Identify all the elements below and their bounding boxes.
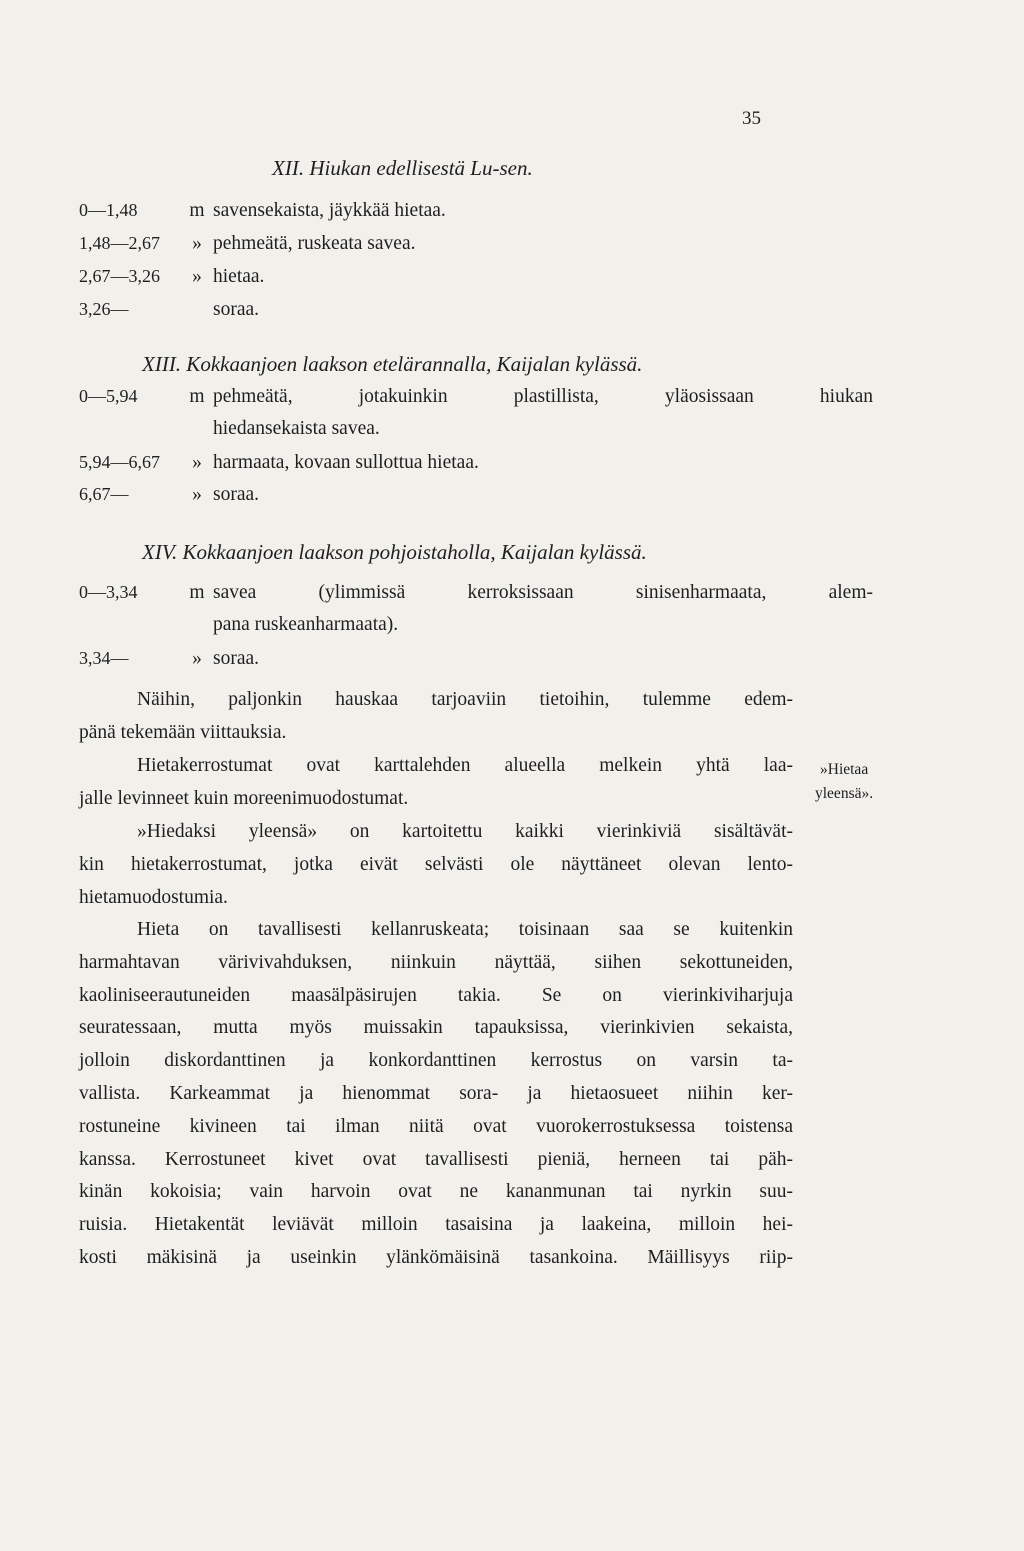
depth-range: 3,26— (79, 299, 129, 319)
body-paragraph (79, 816, 793, 914)
text-line: harmahtavan värivivahduksen, niinkuin näyttää, siihen sekottuneiden, (79, 951, 793, 973)
layer-description: pehmeätä, ruskeata savea. (213, 233, 416, 254)
text-line: kosti mäkisinä ja useinkin ylänkömäisinä tasankoina. Mäillisyys riip- (79, 1246, 793, 1268)
section-heading-xii: XII. Hiukan edellisestä Lu-sen. (272, 156, 533, 180)
unit: m (189, 386, 205, 407)
layer-description-continued: pana ruskeanharmaata). (213, 614, 399, 635)
text-line: Hietakerrostumat ovat karttalehden alueella melkein yhtä laa- (137, 755, 793, 776)
unit: » (192, 452, 202, 473)
unit: » (192, 648, 202, 669)
layer-description: soraa. (213, 484, 260, 505)
text-line: vallista. Karkeammat ja hienommat sora- ja hietaosueet niihin ker- (79, 1082, 793, 1104)
text-line: Näihin, paljonkin hauskaa tarjoaviin tietoihin, tulemme edem- (137, 689, 793, 710)
layer-description: hietaa. (213, 266, 265, 287)
page-number: 35 (742, 108, 761, 129)
text-line: »Hiedaksi yleensä» on kartoitettu kaikki vierinkiviä sisältävät- (137, 821, 793, 842)
text-line: jolloin diskordanttinen ja konkordanttinen kerrostus on varsin ta- (79, 1050, 793, 1072)
text-line: Hieta on tavallisesti kellanruskeata; toisinaan saa se kuitenkin (137, 919, 793, 940)
text-line: jalle levinneet kuin moreenimuodostumat. (79, 787, 409, 809)
layer-description: pehmeätä, jotakuinkin plastillista, yläosissaan hiukan (213, 386, 873, 407)
depth-range: 0—5,94 (79, 386, 138, 406)
layer-description: savensekaista, jäykkää hietaa. (213, 200, 446, 221)
margin-note-line: yleensä». (815, 785, 874, 802)
text-line: pänä tekemään viittauksia. (79, 721, 287, 743)
unit: » (192, 484, 202, 505)
text-line: kinän kokoisia; vain harvoin ovat ne kananmunan tai nyrkin suu- (79, 1181, 793, 1203)
text-line: rostuneine kivineen tai ilman niitä ovat vuorokerrostuksessa toistensa (79, 1115, 793, 1137)
depth-range: 0—3,34 (79, 582, 138, 602)
margin-note-line: »Hietaa (820, 761, 869, 778)
body-paragraph (79, 914, 793, 1275)
unit: » (192, 233, 202, 254)
margin-note (815, 758, 873, 806)
unit: » (192, 266, 202, 287)
unit: m (189, 200, 205, 221)
text-line: hietamuodostumia. (79, 886, 228, 908)
depth-range: 2,67—3,26 (79, 266, 160, 286)
text-line: seuratessaan, mutta myös muissakin tapauksissa, vierinkivien sekaista, (79, 1017, 793, 1039)
depth-range: 0—1,48 (79, 200, 138, 220)
depth-range: 5,94—6,67 (79, 452, 160, 472)
unit: m (189, 582, 205, 603)
text-line: kin hietakerrostumat, jotka eivät selvästi ole näyttäneet olevan lento- (79, 853, 793, 875)
section-heading-xiv: XIV. Kokkaanjoen laakson pohjoistaholla, Kaijalan kylässä. (142, 540, 647, 564)
layer-description-continued: hiedansekaista savea. (213, 418, 380, 439)
layer-description: soraa. (213, 299, 260, 320)
body-paragraph (79, 684, 793, 750)
layer-description: soraa. (213, 648, 260, 669)
depth-range: 1,48—2,67 (79, 233, 160, 253)
layer-description: harmaata, kovaan sullottua hietaa. (213, 452, 479, 473)
text-line: kanssa. Kerrostuneet kivet ovat tavallisesti pieniä, herneen tai päh- (79, 1148, 793, 1170)
text-line: ruisia. Hietakentät leviävät milloin tasaisina ja laakeina, milloin hei- (79, 1214, 793, 1236)
depth-range: 6,67— (79, 484, 129, 504)
section-heading-xiii: XIII. Kokkaanjoen laakson etelärannalla, Kaijalan kylässä. (142, 352, 643, 376)
body-paragraph (79, 750, 793, 816)
depth-range: 3,34— (79, 648, 129, 668)
layer-description: savea (ylimmissä kerroksissaan sinisenharmaata, alem- (213, 582, 873, 603)
text-line: kaoliniseerautuneiden maasälpäsirujen takia. Se on vierinkiviharjuja (79, 984, 793, 1006)
